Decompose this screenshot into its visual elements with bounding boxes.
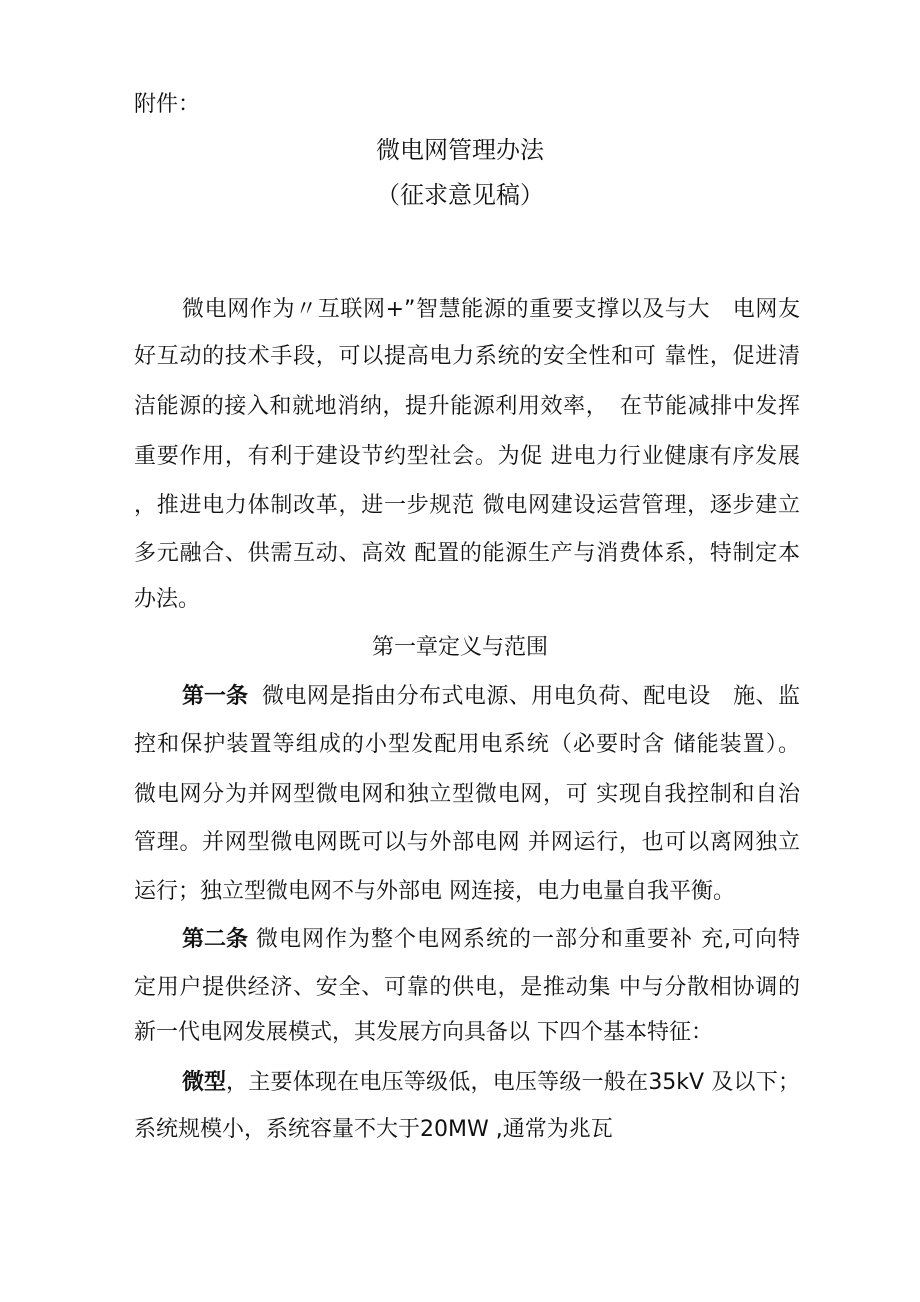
preamble-line: 微电网作为〃互联网+”智慧能源的重要支撑以及与大 电网友	[182, 297, 800, 322]
article-line: 控和保护装置等组成的小型发配用电系统（必要时含 储能装置）。	[134, 732, 800, 757]
article-line: 运行；独立型微电网不与外部电 网连接，电力电量自我平衡。	[134, 879, 735, 904]
document-title: 微电网管理办法	[376, 136, 544, 164]
article-line: 新一代电网发展模式，其发展方向具备以 下四个基本特征：	[134, 1020, 713, 1045]
article-2-first-line	[182, 925, 800, 955]
preamble-line: 重要作用，有利于建设节约型社会。为促 进电力行业健康有序发展	[134, 444, 800, 469]
attachment-label: 附件：	[134, 92, 201, 117]
preamble-line: 多元融合、供需互动、高效 配置的能源生产与消费体系，特制定本	[134, 541, 800, 566]
article-line: 管理。并网型微电网既可以与外部电网 并网运行，也可以离网独立	[134, 830, 800, 855]
article-line: 定用户提供经济、安全、可靠的供电，是推动集 中与分散相协调的	[134, 975, 800, 1000]
preamble-line: 好互动的技术手段，可以提高电力系统的安全性和可 靠性，促进清	[134, 344, 800, 369]
chapter-heading: 第一章定义与范围	[371, 635, 548, 660]
feature-line: ，主要体现在电压等级低，电压等级一般在35kV 及以下；	[226, 1070, 800, 1095]
preamble-line: 洁能源的接入和就地消纳，提升能源利用效率， 在节能减排中发挥	[134, 394, 800, 419]
preamble-line: 办法。	[134, 587, 201, 612]
feature-1-first-line	[182, 1068, 800, 1098]
feature-line: 系统规模小，系统容量不大于20MW ,通常为兆瓦	[134, 1117, 613, 1142]
article-line: 微电网分为并网型微电网和独立型微电网，可 实现自我控制和自治	[134, 782, 800, 807]
article-line: 微电网作为整个电网系统的一部分和重要补 充,可向特	[256, 927, 800, 952]
document-subtitle: （征求意见稿）	[376, 181, 544, 209]
feature-label: 微型	[182, 1070, 227, 1095]
article-1-first-line	[182, 682, 800, 712]
preamble-line: ，推进电力体制改革，进一步规范 微电网建设运营管理，逐步建立	[134, 493, 800, 518]
article-line: 微电网是指由分布式电源、用电负荷、配电设 施、监	[262, 684, 800, 709]
article-label: 第一条	[182, 684, 249, 709]
article-label: 第二条	[182, 927, 249, 952]
